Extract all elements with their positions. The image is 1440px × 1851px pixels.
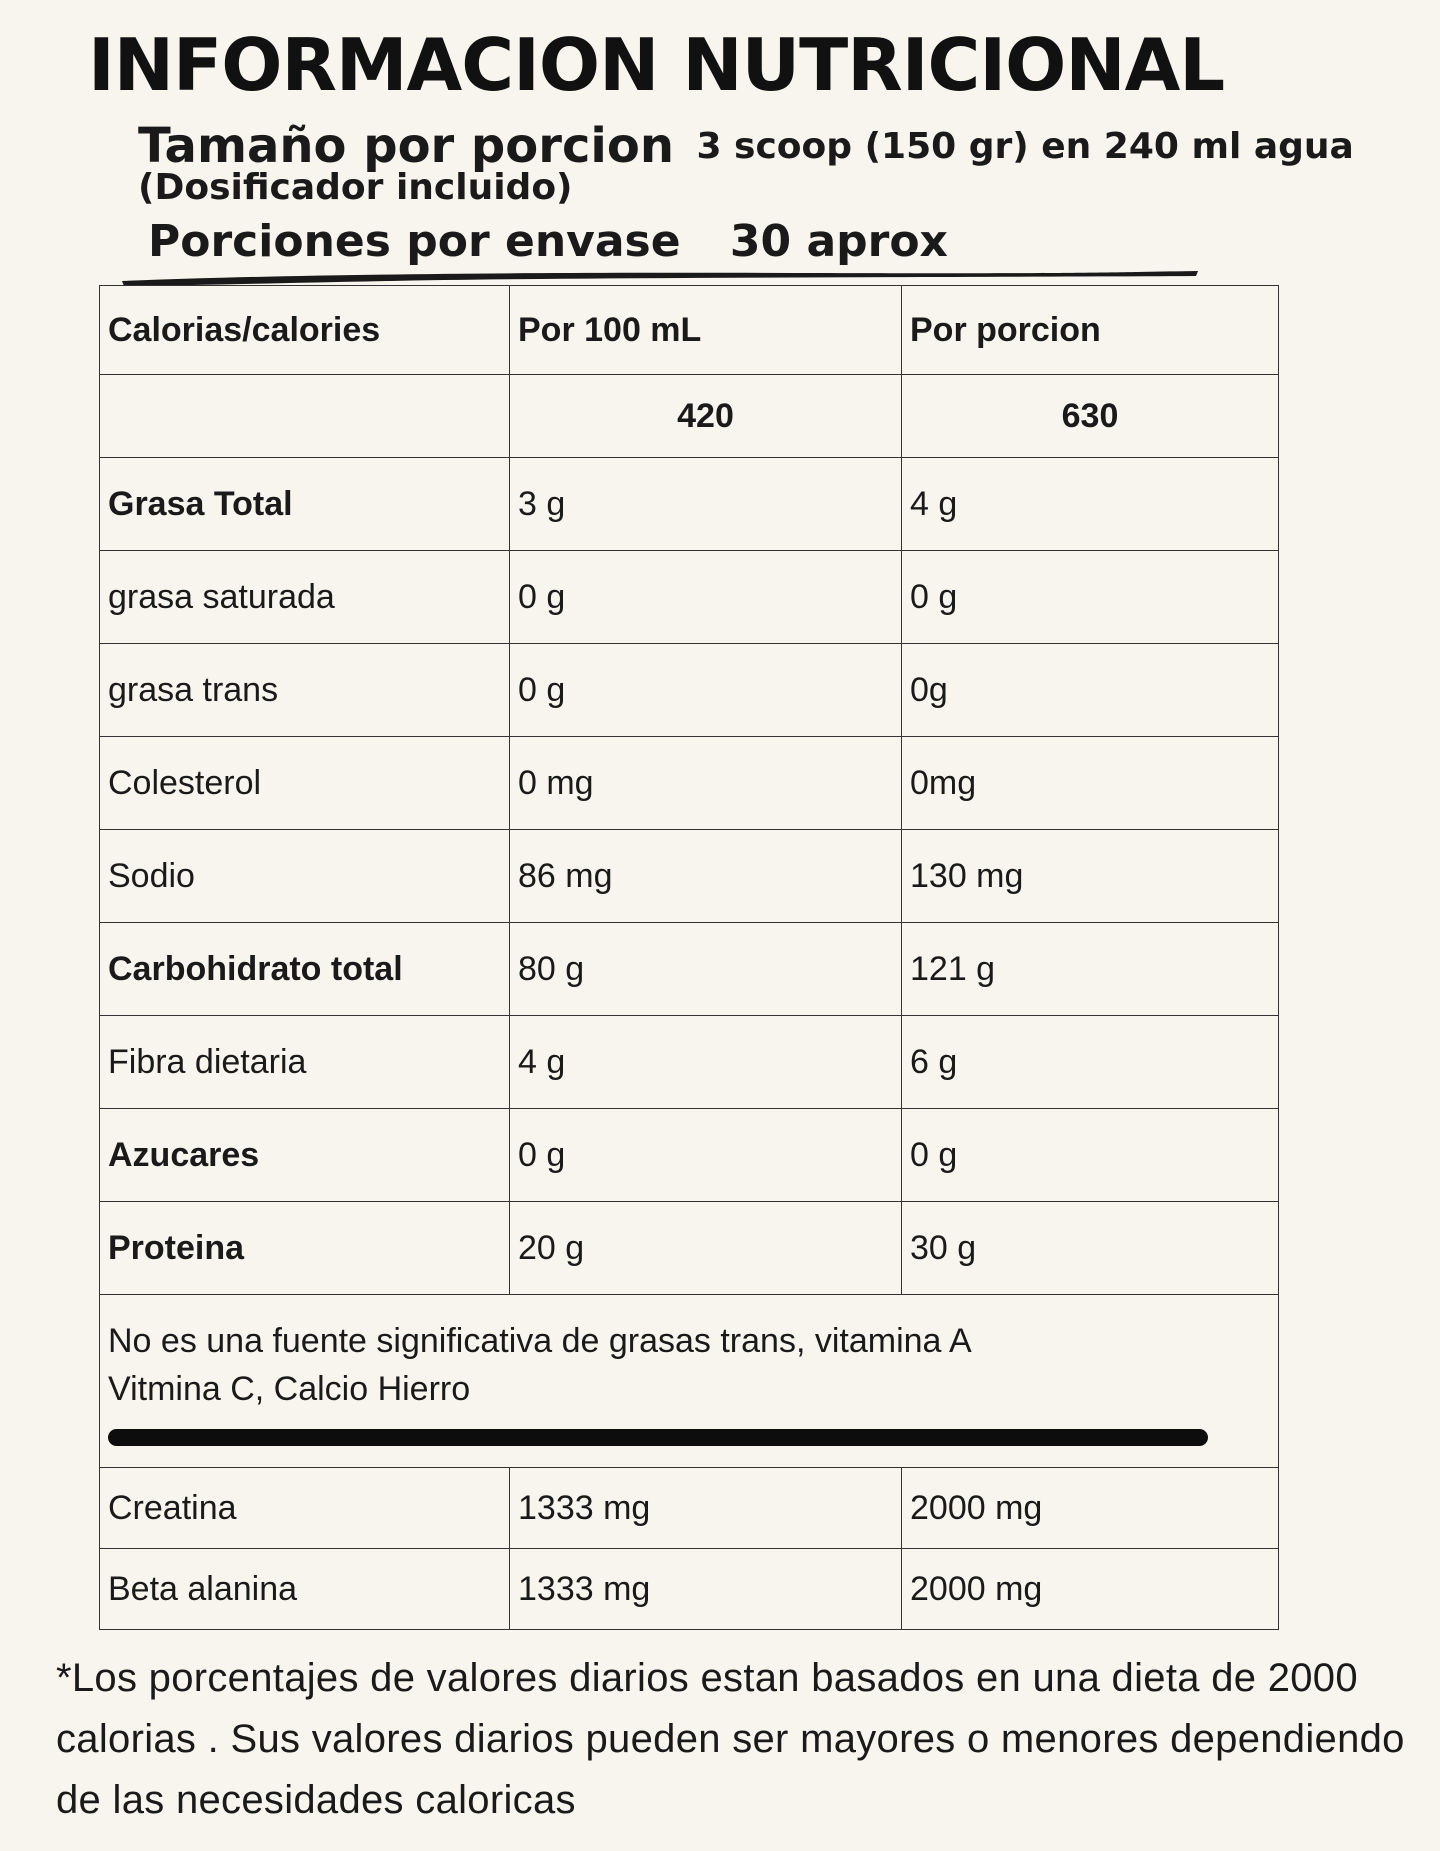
nutrient-per-serving: 6 g [902, 1016, 1279, 1109]
table-row [100, 830, 1279, 923]
supplement-per-serving: 2000 mg [902, 1468, 1279, 1549]
nutrient-per-serving: 30 g [902, 1202, 1279, 1295]
serving-size-value: 3 scoop (150 gr) en 240 ml agua [696, 126, 1354, 167]
calories-label [100, 375, 510, 458]
nutrient-label: Proteina [100, 1202, 510, 1295]
nutrient-label: grasa saturada [100, 551, 510, 644]
page-title: INFORMACION NUTRICIONAL [88, 23, 1225, 107]
table-row [100, 737, 1279, 830]
nutrient-per-serving: 0g [902, 644, 1279, 737]
nutrition-table [99, 285, 1279, 1630]
table-row [100, 1549, 1279, 1630]
supplement-per-serving: 2000 mg [902, 1549, 1279, 1630]
nutrient-label: Sodio [100, 830, 510, 923]
serving-size-note: (Dosificador incluido) [138, 167, 573, 208]
daily-values-footnote: *Los porcentajes de valores diarios estan basados en una dieta de 2000 calorias . Sus valores diarios pueden ser mayores o menores dependiendo de las necesidades caloricas [56, 1656, 1405, 1822]
table-row [100, 1468, 1279, 1549]
table-row [100, 644, 1279, 737]
nutrient-per-serving: 4 g [902, 458, 1279, 551]
nutrient-label: Fibra dietaria [100, 1016, 510, 1109]
table-row [100, 1109, 1279, 1202]
supplement-label: Beta alanina [100, 1549, 510, 1630]
nutrient-label: Colesterol [100, 737, 510, 830]
header-per-100ml: Por 100 mL [510, 286, 902, 375]
nutrient-per-100ml: 4 g [510, 1016, 902, 1109]
nutrient-label: Grasa Total [100, 458, 510, 551]
servings-per-container-value: 30 aprox [729, 216, 948, 267]
calories-per-100ml: 420 [510, 375, 902, 458]
supplement-per-100ml: 1333 mg [510, 1468, 902, 1549]
nutrient-per-100ml: 0 g [510, 551, 902, 644]
note-line-2: Vitmina C, Calcio Hierro [108, 1369, 471, 1408]
nutrient-per-serving: 0 g [902, 1109, 1279, 1202]
note-cell [100, 1295, 1279, 1468]
note-row [100, 1295, 1279, 1468]
table-row [100, 458, 1279, 551]
nutrient-label: grasa trans [100, 644, 510, 737]
nutrient-per-100ml: 3 g [510, 458, 902, 551]
nutrient-per-serving: 121 g [902, 923, 1279, 1016]
nutrient-label: Carbohidrato total [100, 923, 510, 1016]
note-line-1: No es una fuente significativa de grasas trans, vitamina A [108, 1321, 972, 1360]
thick-divider-bar [108, 1429, 1208, 1446]
table-row [100, 551, 1279, 644]
servings-per-container [148, 214, 948, 270]
header-calories: Calorias/calories [100, 286, 510, 375]
nutrient-per-serving: 130 mg [902, 830, 1279, 923]
supplement-label: Creatina [100, 1468, 510, 1549]
nutrient-per-100ml: 0 mg [510, 737, 902, 830]
nutrient-per-100ml: 86 mg [510, 830, 902, 923]
table-header-row [100, 286, 1279, 375]
servings-per-container-label: Porciones por envase [148, 216, 681, 267]
table-row [100, 1016, 1279, 1109]
nutrient-per-100ml: 0 g [510, 1109, 902, 1202]
nutrient-per-100ml: 20 g [510, 1202, 902, 1295]
supplement-per-100ml: 1333 mg [510, 1549, 902, 1630]
nutrient-label: Azucares [100, 1109, 510, 1202]
header-per-serving: Por porcion [902, 286, 1279, 375]
nutrient-per-serving: 0 g [902, 551, 1279, 644]
table-row [100, 1202, 1279, 1295]
calories-row [100, 375, 1279, 458]
calories-per-serving: 630 [902, 375, 1279, 458]
serving-size-label: Tamaño por porcion [138, 118, 674, 174]
nutrient-per-serving: 0mg [902, 737, 1279, 830]
nutrient-per-100ml: 0 g [510, 644, 902, 737]
nutrient-per-100ml: 80 g [510, 923, 902, 1016]
table-row [100, 923, 1279, 1016]
